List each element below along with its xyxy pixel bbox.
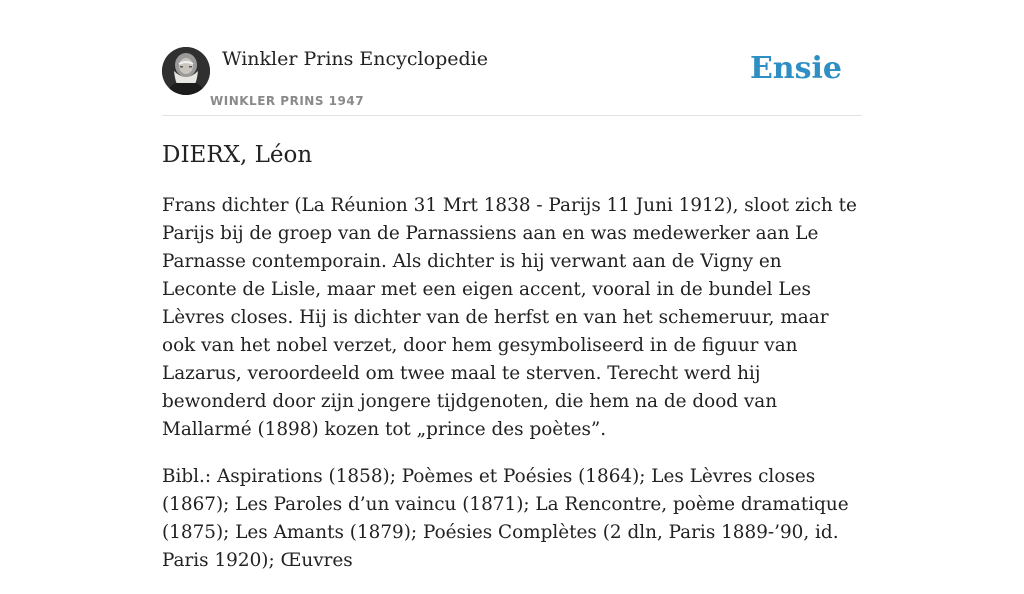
source-label[interactable]: WINKLER PRINS 1947 [210, 94, 365, 108]
article-title: DIERX, Léon [162, 142, 313, 168]
brand-logo[interactable]: Ensie [749, 51, 842, 86]
bearded-man-portrait-icon [162, 47, 210, 95]
article-body [162, 192, 862, 594]
bibliography-paragraph: Bibl.: Aspirations (1858); Poèmes et Poésies (1864); Les Lèvres closes (1867); Les Paroles d’un vaincu (1871); La Rencontre, poème dramatique (1875); Les Amants (1879); Poésies Complètes (2 dln, Paris 1889-’90, id. Paris 1920); Œuvres [162, 466, 849, 571]
author-avatar[interactable] [162, 47, 210, 95]
article-paragraph: Frans dichter (La Réunion 31 Mrt 1838 - Parijs 11 Juni 1912), sloot zich te Parijs bij de groep van de Parnassiens aan en was medewerker aan Le Parnasse contemporain. Als dichter is hij verwant aan de Vigny en Leconte de Lisle, maar met een eigen accent, vooral in de bundel Les Lèvres closes. Hij is dichter van de herfst en van het schemeruur, maar ook van het nobel verzet, door hem gesymboliseerd in de figuur van Lazarus, veroordeeld om twee maal te sterven. Terecht werd hij bewonderd door zijn jongere tijdgenoten, die hem na de dood van Mallarmé (1898) kozen tot „prince des poètes”. [162, 195, 857, 440]
site-header [162, 0, 862, 116]
site-name[interactable]: Winkler Prins Encyclopedie [222, 48, 488, 70]
